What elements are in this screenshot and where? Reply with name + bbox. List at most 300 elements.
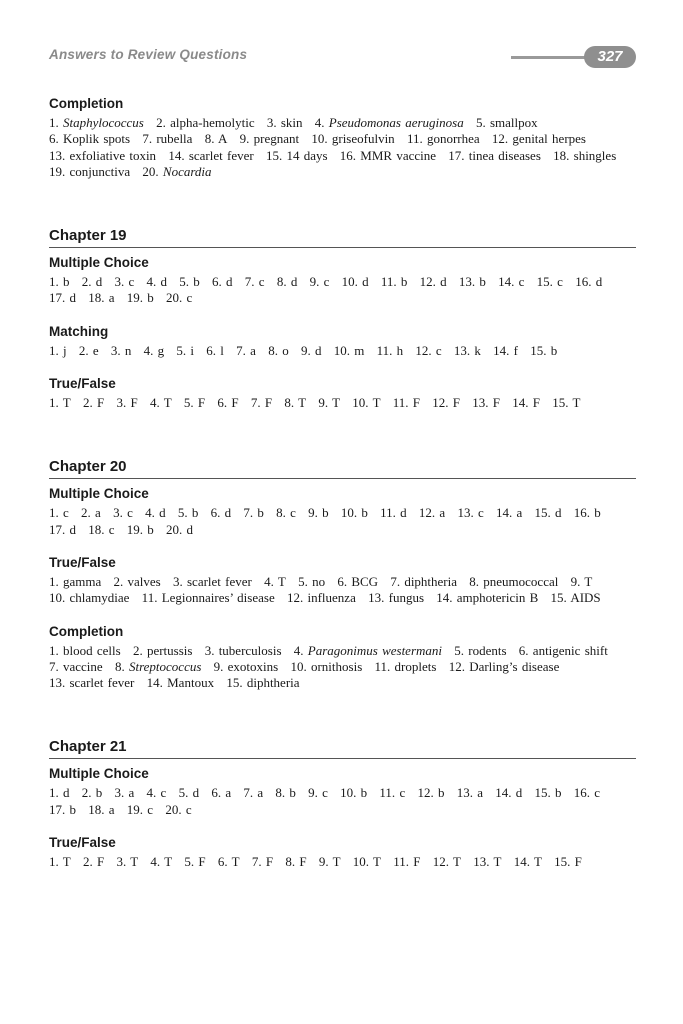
answer-item: [49, 395, 71, 410]
answer-number: 5.: [183, 395, 194, 411]
answer-item: [206, 343, 224, 358]
answer-text: b: [257, 505, 264, 521]
answer-number: 13.: [368, 590, 385, 606]
answer-item: [243, 785, 263, 800]
answer-number: 5.: [298, 573, 308, 589]
answer-item: [173, 574, 252, 589]
answer-text: no: [312, 573, 326, 589]
answer-text: T: [372, 395, 381, 411]
answer-item: [82, 785, 103, 800]
answer-item: [176, 343, 194, 358]
answer-number: 4.: [293, 642, 304, 658]
answer-text: F: [264, 395, 273, 411]
answer-text: F: [265, 854, 274, 870]
answer-item: [340, 148, 436, 163]
answer-text: tuberculosis: [218, 642, 282, 658]
answer-section: [49, 835, 636, 870]
header-rule: [511, 56, 591, 59]
answer-item: [218, 854, 240, 869]
answer-number: 6.: [518, 642, 529, 658]
answer-number: 9.: [318, 395, 329, 411]
answer-text: c: [128, 274, 135, 290]
answer-number: 8.: [114, 658, 125, 674]
answer-text: fungus: [388, 590, 424, 606]
answer-item: [147, 675, 214, 690]
answer-number: 16.: [339, 147, 357, 163]
answer-text: A: [217, 131, 228, 147]
answer-item: [381, 274, 408, 289]
answer-number: 13.: [49, 147, 66, 163]
answer-item: [379, 785, 405, 800]
answer-item: [211, 505, 232, 520]
answer-number: 1.: [49, 785, 59, 801]
answer-item: [496, 505, 522, 520]
answer-number: 9.: [309, 274, 320, 290]
answer-number: 18.: [88, 521, 105, 537]
answer-text: a: [477, 785, 483, 801]
answer-text: b: [400, 274, 408, 290]
answer-text: T: [277, 573, 286, 589]
answer-item: [83, 854, 104, 869]
answer-section: [49, 324, 636, 359]
answer-number: 8.: [276, 274, 287, 290]
answer-item: [178, 505, 199, 520]
answer-section: [49, 766, 636, 818]
answer-number: 11.: [376, 342, 393, 358]
answer-item: [449, 659, 560, 674]
answer-text: k: [474, 342, 481, 358]
answer-text: d: [224, 505, 232, 521]
answer-text: l: [220, 342, 224, 358]
answer-item: [415, 343, 441, 358]
answer-item: [144, 343, 165, 358]
answer-text: chlamydiae: [69, 590, 130, 606]
answer-text: influenza: [307, 590, 356, 606]
answer-number: 4.: [264, 573, 274, 589]
answer-item: [393, 395, 420, 410]
answer-number: 14.: [495, 785, 512, 801]
answer-number: 14.: [495, 505, 513, 521]
answer-text: F: [198, 854, 206, 870]
answer-text: b: [95, 785, 103, 801]
answer-text: Darling’s disease: [469, 658, 560, 674]
chapter-title: Chapter 19: [49, 227, 636, 248]
answer-number: 4.: [145, 505, 155, 521]
answer-text: d: [290, 274, 298, 290]
answer-text: a: [108, 290, 115, 306]
answer-text: scarlet fever: [188, 147, 254, 163]
answer-item: [116, 854, 138, 869]
answer-item: [243, 505, 264, 520]
answer-number: 8.: [268, 342, 278, 358]
answer-number: 13.: [456, 785, 473, 801]
answer-number: 6.: [206, 342, 217, 358]
section-title: Completion: [49, 96, 124, 111]
answer-item: [337, 574, 378, 589]
answer-text: Paragonimus westermani: [307, 642, 443, 658]
chapter-block: [49, 227, 636, 411]
answer-item: [298, 574, 325, 589]
answer-number: 2.: [81, 505, 91, 521]
answer-text: alpha-hemolytic: [170, 115, 255, 130]
answer-number: 6.: [210, 505, 221, 521]
answer-item: [390, 574, 457, 589]
answer-text: Legionnaires’ disease: [161, 590, 275, 606]
answer-text: blood cells: [63, 642, 121, 658]
answer-number: 9.: [213, 658, 224, 674]
answer-text: d: [226, 274, 233, 290]
answer-text: shingles: [573, 147, 617, 163]
answer-item: [165, 802, 191, 817]
answer-item: [83, 395, 104, 410]
answer-text: d: [160, 274, 168, 290]
answer-item: [551, 590, 601, 605]
answer-item: [436, 590, 538, 605]
answer-text: d: [555, 505, 562, 521]
answer-item: [115, 785, 135, 800]
answer-item: [49, 574, 101, 589]
answer-number: 1.: [49, 573, 59, 589]
chapters-container: [49, 227, 636, 870]
answer-item: [530, 343, 557, 358]
answer-number: 7.: [251, 854, 262, 870]
answer-number: 6.: [217, 854, 228, 870]
answer-text: o: [282, 342, 289, 358]
answer-text: scarlet fever: [69, 675, 135, 691]
answer-number: 17.: [49, 290, 66, 306]
answer-item: [472, 395, 500, 410]
answer-text: a: [516, 505, 523, 521]
answer-number: 12.: [286, 590, 304, 606]
answer-item: [308, 785, 328, 800]
answer-number: 2.: [132, 642, 143, 658]
answer-number: 7.: [243, 785, 254, 801]
answer-number: 9.: [308, 785, 318, 801]
answer-item: [240, 131, 299, 146]
answer-number: 8.: [204, 131, 215, 147]
answer-number: 7.: [390, 573, 401, 589]
answer-text: ornithosis: [310, 658, 363, 674]
answer-text: c: [185, 801, 192, 817]
answer-item: [267, 115, 303, 130]
answer-text: conjunctiva: [69, 163, 131, 179]
answer-number: 8.: [469, 573, 480, 589]
answer-number: 18.: [88, 801, 105, 817]
running-title: Answers to Review Questions: [49, 47, 248, 62]
answer-text: d: [515, 785, 523, 801]
answer-text: Mantoux: [167, 675, 215, 691]
answer-item: [294, 643, 442, 658]
answer-item: [49, 659, 103, 674]
answer-number: 11.: [379, 785, 396, 801]
answer-item: [88, 290, 114, 305]
answer-item: [553, 148, 616, 163]
answer-number: 1.: [49, 642, 59, 658]
answer-number: 13.: [458, 274, 476, 290]
answer-number: 5.: [177, 505, 188, 521]
answer-item: [301, 343, 322, 358]
answer-number: 10.: [333, 342, 350, 358]
answer-number: 19.: [126, 801, 144, 817]
answer-number: 15.: [554, 854, 571, 870]
answer-item: [340, 785, 367, 800]
answer-item: [236, 343, 256, 358]
answer-item: [473, 854, 501, 869]
answer-item: [276, 505, 296, 520]
section-title: Completion: [49, 623, 124, 639]
answer-number: 16.: [573, 785, 590, 801]
answer-number: 9.: [239, 131, 250, 147]
answer-item: [512, 395, 540, 410]
answer-item: [352, 395, 380, 410]
answer-text: F: [412, 395, 421, 411]
answer-list: [49, 274, 636, 307]
answer-item: [142, 590, 275, 605]
answer-item: [537, 274, 563, 289]
answer-text: Nocardia: [162, 163, 212, 179]
answer-item: [49, 290, 76, 305]
answer-text: skin: [280, 115, 303, 130]
answer-text: a: [95, 505, 101, 521]
answer-item: [156, 115, 254, 130]
answer-number: 11.: [141, 590, 158, 606]
answer-number: 11.: [393, 854, 410, 870]
answer-item: [49, 802, 76, 817]
answer-number: 8.: [276, 505, 286, 521]
answer-number: 10.: [49, 590, 66, 606]
answer-item: [245, 274, 265, 289]
answer-text: tinea diseases: [468, 147, 541, 163]
answer-item: [493, 343, 518, 358]
answer-text: c: [63, 505, 69, 521]
answer-number: 12.: [432, 395, 449, 411]
answer-number: 3.: [116, 854, 127, 870]
answer-text: amphotericin B: [456, 590, 539, 606]
section-title: True/False: [49, 835, 116, 851]
answer-text: F: [452, 395, 461, 411]
answer-text: b: [147, 521, 154, 537]
answer-text: c: [322, 785, 328, 801]
answer-item: [375, 659, 437, 674]
answer-text: T: [332, 854, 341, 870]
answer-text: d: [186, 521, 194, 537]
answer-text: c: [147, 801, 154, 817]
answer-number: 7.: [236, 342, 246, 358]
answer-item: [275, 785, 296, 800]
answer-text: c: [108, 521, 115, 537]
answer-text: F: [299, 854, 307, 870]
answer-item: [498, 274, 524, 289]
answer-item: [459, 274, 486, 289]
answer-text: pertussis: [146, 642, 193, 658]
answer-number: 7.: [250, 395, 261, 411]
answer-text: d: [440, 274, 447, 290]
answer-item: [115, 274, 135, 289]
answer-section: [49, 624, 636, 692]
answer-section: [49, 555, 636, 607]
answer-text: T: [130, 854, 139, 870]
answer-item: [535, 505, 562, 520]
answer-item: [212, 274, 233, 289]
answer-item: [476, 115, 538, 130]
answer-number: 14.: [512, 395, 529, 411]
answer-number: 6.: [337, 573, 348, 589]
answer-item: [179, 274, 200, 289]
answer-item: [166, 290, 192, 305]
answer-item: [214, 659, 279, 674]
answer-text: d: [192, 785, 200, 801]
answer-section: [49, 255, 636, 307]
answer-number: 10.: [352, 854, 370, 870]
answer-text: T: [298, 395, 307, 411]
answer-item: [574, 505, 601, 520]
answer-number: 14.: [168, 147, 185, 163]
answer-number: 8.: [275, 785, 286, 801]
answer-text: pregnant: [253, 131, 300, 147]
answer-number: 11.: [374, 658, 391, 674]
answer-number: 2.: [113, 573, 124, 589]
answer-number: 8.: [284, 395, 295, 411]
answer-number: 19.: [49, 163, 66, 179]
answer-text: F: [574, 854, 582, 870]
answer-number: 3.: [266, 115, 277, 130]
answer-text: j: [63, 342, 67, 358]
answer-text: e: [92, 342, 99, 358]
answer-number: 12.: [432, 854, 450, 870]
answer-number: 2.: [81, 274, 92, 290]
answer-number: 10.: [340, 505, 358, 521]
answer-text: b: [289, 785, 296, 801]
answer-text: c: [518, 274, 525, 290]
answer-number: 13.: [453, 342, 471, 358]
answer-text: c: [290, 505, 296, 521]
answer-text: smallpox: [489, 115, 538, 130]
answer-item: [264, 574, 286, 589]
answer-number: 1.: [49, 505, 59, 521]
answer-number: 12.: [419, 274, 436, 290]
answer-number: 13.: [49, 675, 66, 691]
answer-text: exfoliative toxin: [69, 147, 157, 163]
answer-number: 11.: [392, 395, 409, 411]
answer-number: 4.: [149, 395, 160, 411]
answer-text: c: [477, 505, 484, 521]
answer-number: 18.: [88, 290, 105, 306]
answer-number: 14.: [513, 854, 530, 870]
answer-item: [495, 785, 522, 800]
answer-text: AIDS: [570, 590, 601, 606]
answer-item: [315, 115, 464, 130]
answer-number: 10.: [311, 131, 328, 147]
answer-text: d: [362, 274, 369, 290]
answer-item: [266, 148, 328, 163]
answer-text: b: [361, 505, 368, 521]
answer-number: 11.: [380, 274, 397, 290]
answer-text: d: [95, 274, 103, 290]
answer-number: 11.: [380, 505, 396, 521]
answer-item: [290, 659, 362, 674]
answer-text: b: [63, 274, 70, 290]
answer-item: [49, 164, 130, 179]
answer-number: 1.: [49, 342, 59, 358]
answer-number: 3.: [113, 505, 123, 521]
section-title: Multiple Choice: [49, 255, 149, 271]
answer-text: 14 days: [286, 147, 328, 163]
answer-item: [419, 505, 445, 520]
answer-text: a: [257, 785, 264, 801]
answer-list: [49, 643, 636, 692]
answer-item: [49, 131, 130, 146]
answer-number: 11.: [406, 131, 423, 147]
answer-number: 15.: [550, 590, 567, 606]
answer-item: [319, 854, 341, 869]
answer-text: a: [108, 801, 115, 817]
answer-item: [88, 802, 114, 817]
answer-text: T: [533, 854, 542, 870]
answer-number: 15.: [536, 274, 553, 290]
answer-text: T: [453, 854, 461, 870]
answer-text: F: [197, 395, 206, 411]
answer-number: 13.: [473, 854, 490, 870]
answer-item: [448, 148, 541, 163]
answer-text: F: [96, 854, 105, 870]
answer-number: 3.: [204, 642, 215, 658]
answer-item: [284, 395, 306, 410]
answer-number: 17.: [49, 801, 66, 817]
answer-item: [147, 785, 167, 800]
answer-number: 17.: [49, 521, 66, 537]
answer-number: 7.: [243, 505, 254, 521]
section-title: True/False: [49, 376, 116, 392]
answer-text: Pseudomonas aeruginosa: [328, 115, 464, 130]
answer-text: i: [190, 342, 195, 358]
answer-number: 15.: [552, 395, 569, 411]
answer-section: [49, 376, 636, 411]
answer-number: 1.: [49, 115, 59, 130]
answer-number: 19.: [126, 521, 144, 537]
answer-item: [380, 505, 407, 520]
answer-item: [49, 522, 76, 537]
answer-number: 5.: [184, 854, 195, 870]
answer-text: F: [492, 395, 500, 411]
answers-content: [49, 96, 636, 870]
answer-item: [168, 148, 253, 163]
answer-item: [469, 574, 558, 589]
answer-item: [393, 854, 420, 869]
answer-item: [142, 164, 211, 179]
answer-item: [133, 643, 193, 658]
answer-number: 12.: [418, 505, 436, 521]
answer-item: [49, 505, 69, 520]
intro-section: [49, 96, 636, 180]
answer-number: 15.: [226, 675, 243, 691]
answer-text: T: [493, 854, 502, 870]
answer-item: [268, 343, 289, 358]
answer-number: 4.: [150, 854, 161, 870]
answer-text: d: [69, 521, 76, 537]
answer-text: MMR vaccine: [360, 147, 437, 163]
answer-text: m: [354, 342, 365, 358]
answer-number: 10.: [341, 274, 358, 290]
answer-item: [318, 395, 340, 410]
answer-item: [142, 131, 192, 146]
answer-item: [432, 395, 460, 410]
answer-number: 4.: [314, 115, 325, 130]
answer-text: T: [231, 854, 240, 870]
answer-number: 10.: [340, 785, 357, 801]
chapter-title: Chapter 21: [49, 738, 636, 759]
answer-text: T: [62, 854, 71, 870]
answer-item: [49, 343, 67, 358]
